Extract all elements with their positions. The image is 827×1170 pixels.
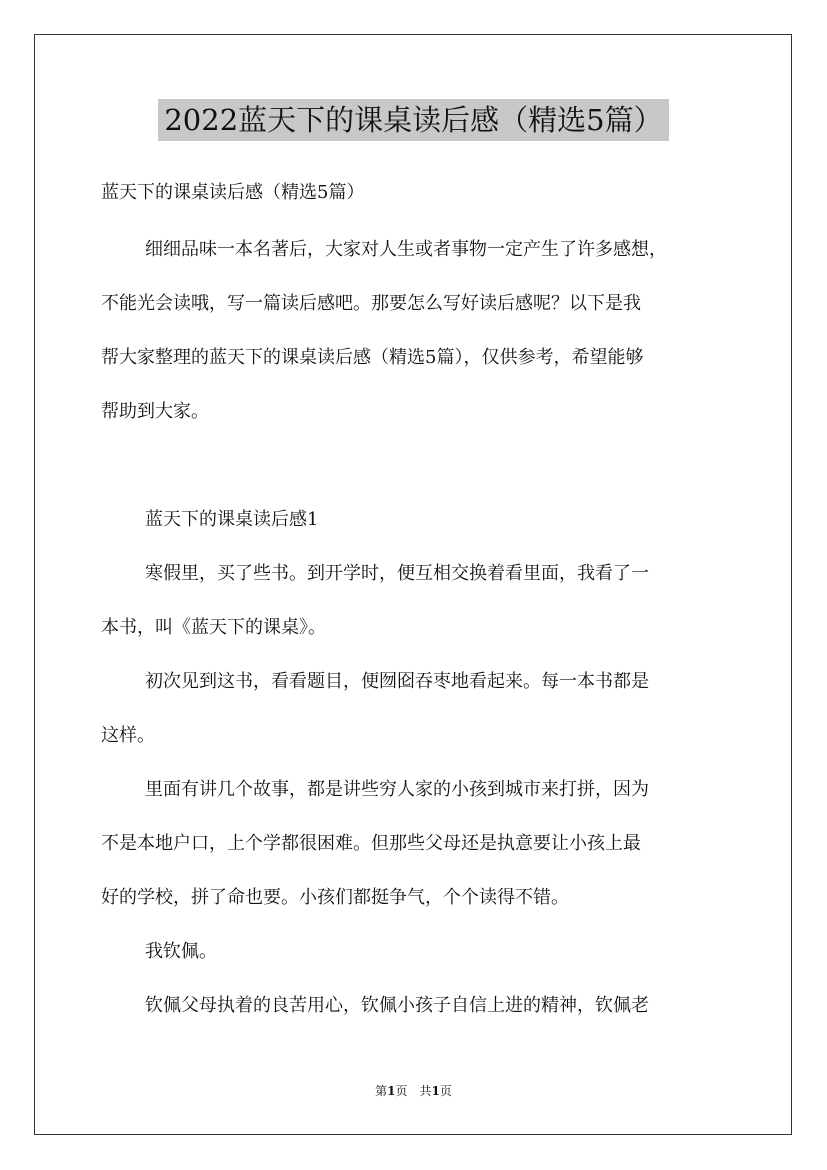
document-subtitle: 蓝天下的课桌读后感（精选5篇） (101, 182, 365, 203)
footer-mid: 页 共 (395, 1084, 432, 1098)
intro-line-1: 细细品味一本名著后，大家对人生或者事物一定产生了许多感想， (145, 239, 667, 260)
body-line-5: 里面有讲几个故事，都是讲些穷人家的小孩到城市来打拼，因为 (145, 779, 649, 800)
footer-prefix: 第 (375, 1084, 388, 1098)
footer-suffix: 页 (439, 1084, 452, 1098)
intro-line-4: 帮助到大家。 (101, 401, 209, 422)
body-line-6: 不是本地户口，上个学都很困难。但那些父母还是执意要让小孩上最 (101, 833, 641, 854)
title-container (0, 99, 827, 141)
body-line-2: 本书，叫《蓝天下的课桌》。 (101, 617, 326, 638)
document-title: 2022蓝天下的课桌读后感（精选5篇） (158, 99, 668, 141)
intro-line-2: 不能光会读哦，写一篇读后感吧。那要怎么写好读后感呢？以下是我 (101, 293, 641, 314)
body-line-9: 钦佩父母执着的良苦用心，钦佩小孩子自信上进的精神，钦佩老 (145, 995, 649, 1016)
page-footer (0, 1083, 827, 1099)
body-line-1: 寒假里，买了些书。到开学时，便互相交换着看里面，我看了一 (145, 563, 649, 584)
body-line-3: 初次见到这书，看看题目，便囫囵吞枣地看起来。每一本书都是 (145, 671, 649, 692)
body-line-8: 我钦佩。 (145, 941, 217, 962)
intro-line-3: 帮大家整理的蓝天下的课桌读后感（精选5篇），仅供参考，希望能够 (101, 347, 644, 368)
section-heading: 蓝天下的课桌读后感1 (145, 509, 319, 530)
body-line-7: 好的学校，拼了命也要。小孩们都挺争气，个个读得不错。 (101, 887, 569, 908)
footer-total-pages: 1 (431, 1084, 440, 1098)
footer-page-number: 1 (387, 1084, 396, 1098)
body-line-4: 这样。 (101, 725, 155, 746)
